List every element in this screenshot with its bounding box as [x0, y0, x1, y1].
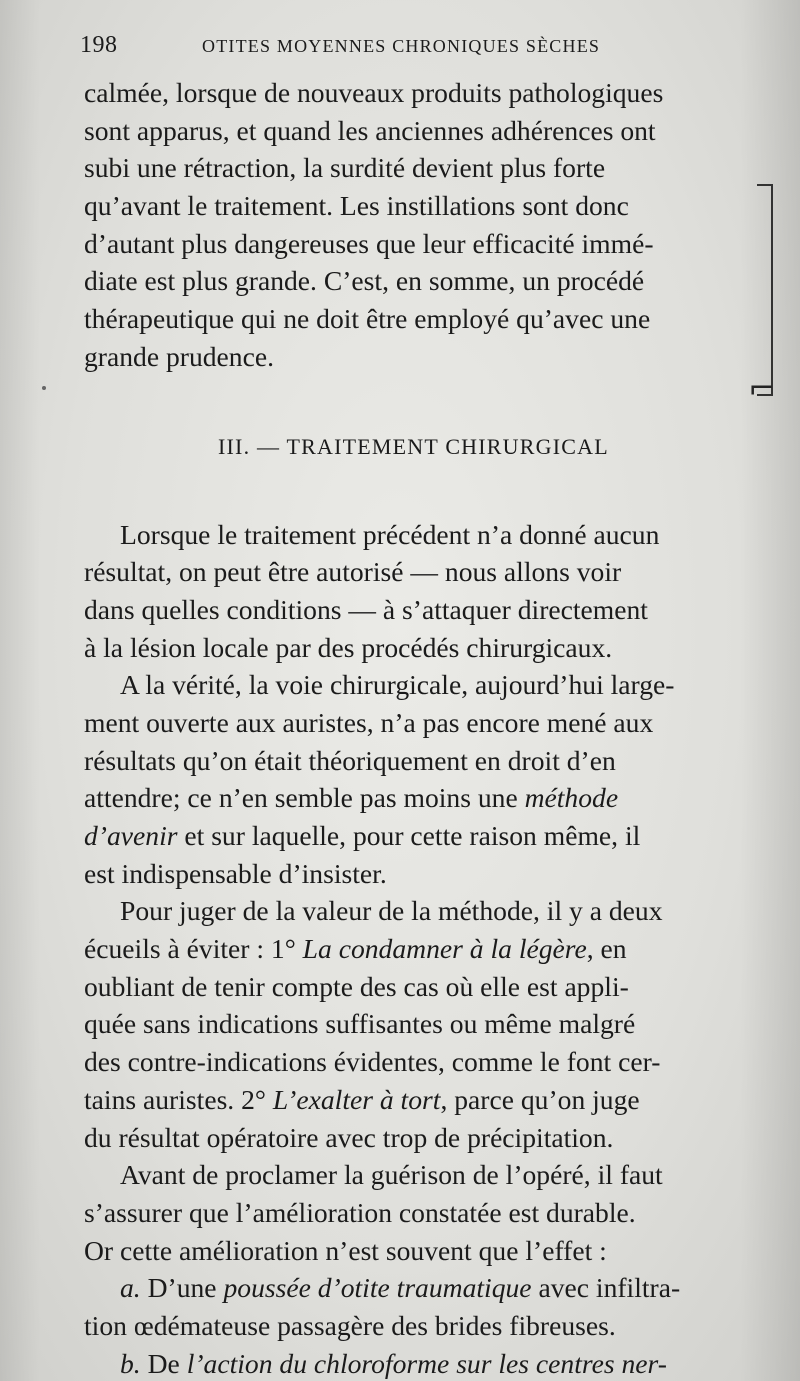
text-line	[84, 779, 754, 817]
text-line: thérapeutique qui ne doit être employé qu’avec une	[84, 303, 651, 335]
text-line: oubliant de tenir compte des cas où elle est appli-	[84, 970, 629, 1002]
running-title: OTITES MOYENNES CHRONIQUES SÈCHES	[202, 36, 601, 56]
text-segment: D’une	[140, 1272, 224, 1304]
page-header	[80, 32, 740, 72]
text-line: Or cette amélioration n’est souvent que l’effet :	[84, 1234, 607, 1266]
text-line: à la lésion locale par des procédés chirurgicaux.	[84, 631, 613, 663]
text-line: calmée, lorsque de nouveaux produits pathologiques	[84, 77, 664, 108]
text-line: quée sans indications suffisantes ou même malgré	[84, 1008, 636, 1040]
text-segment: tains auristes. 2°	[84, 1083, 273, 1115]
text-segment: avec infiltra-	[531, 1272, 681, 1304]
text-segment: , parce qu’on juge	[440, 1083, 640, 1115]
text-line: ment ouverte aux auristes, n’a pas encore mené aux	[84, 706, 654, 738]
text-line: dans quelles conditions — à s’attaquer directement	[84, 593, 648, 625]
text-line: du résultat opératoire avec trop de précipitation.	[84, 1121, 614, 1153]
italic-text: La condamner à la légère	[302, 933, 587, 965]
text-line	[84, 930, 754, 968]
text-segment: De	[140, 1347, 187, 1379]
text-line: sont apparus, et quand les anciennes adhérences ont	[84, 114, 656, 146]
italic-text: méthode	[524, 782, 619, 814]
text-segment: écueils à éviter : 1°	[84, 933, 303, 965]
text-line: tion œdémateuse passagère des brides fibreuses.	[84, 1309, 616, 1341]
italic-text: a.	[120, 1272, 141, 1304]
italic-text: poussée d’otite traumatique	[223, 1272, 532, 1304]
page-number: 198	[80, 32, 118, 58]
italic-text: d’avenir	[84, 820, 178, 851]
text-line: Lorsque le traitement précédent n’a donné aucun	[120, 518, 660, 550]
text-line: Avant de proclamer la guérison de l’opéré, il faut	[120, 1159, 663, 1191]
text-line: diate est plus grande. C’est, en somme, un procédé	[84, 265, 645, 297]
text-line	[84, 1081, 754, 1119]
margin-dot	[42, 386, 46, 390]
text-line: s’assurer que l’amélioration constatée est durable.	[84, 1196, 636, 1228]
text-line: grande prudence.	[84, 340, 274, 372]
italic-text: b.	[120, 1347, 141, 1379]
body-text	[84, 74, 754, 1381]
margin-mark: ⌐	[748, 369, 775, 407]
italic-text: l’action du chloroforme sur les centres ner-	[186, 1347, 667, 1379]
text-line: Pour juger de la valeur de la méthode, il y a deux	[120, 895, 663, 927]
text-line: A la vérité, la voie chirurgicale, aujourd’hui large-	[120, 669, 675, 701]
text-segment: , en	[586, 933, 627, 965]
text-line	[84, 1345, 754, 1381]
text-line: des contre-indications évidentes, comme le font cer-	[84, 1046, 661, 1078]
text-line	[84, 817, 754, 855]
margin-bracket	[757, 184, 773, 396]
text-segment: et sur laquelle, pour cette raison même, il	[177, 820, 641, 851]
italic-text: L’exalter à tort	[272, 1083, 441, 1115]
text-line: est indispensable d’insister.	[84, 857, 387, 889]
text-line: résultats qu’on était théoriquement en droit d’en	[84, 744, 616, 776]
text-line: qu’avant le traitement. Les instillations sont donc	[84, 190, 629, 222]
text-line: d’autant plus dangereuses que leur efficacité immé-	[84, 227, 654, 259]
text-segment: attendre; ce n’en semble pas moins une	[84, 782, 525, 814]
text-line: résultat, on peut être autorisé — nous allons voir	[84, 556, 622, 588]
text-line: subi une rétraction, la surdité devient plus forte	[84, 152, 606, 184]
text-line	[84, 1269, 754, 1307]
section-heading: III. — TRAITEMENT CHIRURGICAL	[218, 433, 609, 459]
